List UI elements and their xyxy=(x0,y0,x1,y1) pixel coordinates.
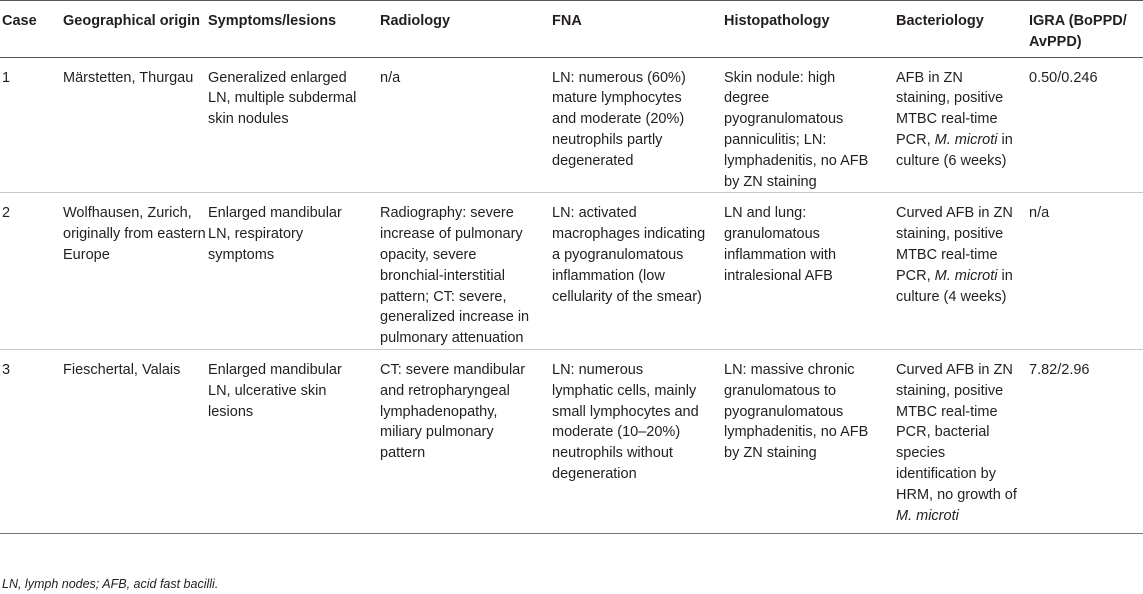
header-case: Case xyxy=(0,1,63,58)
cell-case: 2 xyxy=(0,193,63,350)
cell-bacteriology xyxy=(896,57,1029,193)
table-row xyxy=(0,349,1143,533)
header-symptoms: Symptoms/lesions xyxy=(208,1,380,58)
header-radiology: Radiology xyxy=(380,1,552,58)
cell-symptoms: Enlarged mandibular LN, respiratory symptoms xyxy=(208,193,380,350)
cell-symptoms: Enlarged mandibular LN, ulcerative skin lesions xyxy=(208,349,380,533)
cell-case: 1 xyxy=(0,57,63,193)
cell-bacteriology xyxy=(896,349,1029,533)
cell-fna: LN: numerous (60%) mature lymphocytes and moderate (20%) neutrophils partly degenerated xyxy=(552,57,724,193)
cell-radiology: n/a xyxy=(380,57,552,193)
bacteriology-text-end: in culture (6 weeks) xyxy=(896,131,1013,169)
table-header xyxy=(0,1,1143,58)
cell-fna: LN: activated macrophages indicating a pyogranulomatous inflammation (low cellularity of the smear) xyxy=(552,193,724,350)
bacteriology-text: Curved AFB in ZN staining, positive MTBC real-time PCR, xyxy=(896,205,1013,284)
species-name: M. microti xyxy=(896,507,959,524)
cell-origin: Fieschertal, Valais xyxy=(63,349,208,533)
header-fna: FNA xyxy=(552,1,724,58)
cell-radiology: CT: severe mandibular and retropharyngeal lymphadenopathy, miliary pulmonary pattern xyxy=(380,349,552,533)
species-name: M. microti xyxy=(934,267,998,284)
cell-histopathology: LN: massive chronic granulomatous to pyogranulomatous lymphadenitis, no AFB by ZN staining xyxy=(724,349,896,533)
cell-igra: 0.50/0.246 xyxy=(1029,57,1143,193)
header-row xyxy=(0,1,1143,58)
bacteriology-text-end: in culture (4 weeks) xyxy=(896,267,1013,305)
cell-histopathology: Skin nodule: high degree pyogranulomatous panniculitis; LN: lymphadenitis, no AFB by ZN staining xyxy=(724,57,896,193)
cell-case: 3 xyxy=(0,349,63,533)
table-row xyxy=(0,57,1143,193)
cell-origin: Wolfhausen, Zurich, originally from eastern Europe xyxy=(63,193,208,350)
cell-bacteriology xyxy=(896,193,1029,350)
cell-origin: Märstetten, Thurgau xyxy=(63,57,208,193)
cell-symptoms: Generalized enlarged LN, multiple subdermal skin nodules xyxy=(208,57,380,193)
header-igra: IGRA (BoPPD/ AvPPD) xyxy=(1029,1,1143,58)
bacteriology-text: AFB in ZN staining, positive MTBC real-time PCR, xyxy=(896,69,1004,148)
table-row xyxy=(0,193,1143,350)
header-bacteriology: Bacteriology xyxy=(896,1,1029,58)
bacteriology-text: Curved AFB in ZN staining, positive MTBC real-time PCR, bacterial species identification by HRM, no growth of xyxy=(896,361,1017,503)
table-footnote: LN, lymph nodes; AFB, acid fast bacilli. xyxy=(2,577,219,591)
header-histopathology: Histopathology xyxy=(724,1,896,58)
cell-igra: 7.82/2.96 xyxy=(1029,349,1143,533)
species-name: M. microti xyxy=(934,131,998,148)
table-body xyxy=(0,57,1143,533)
cell-histopathology: LN and lung: granulomatous inflammation with intralesional AFB xyxy=(724,193,896,350)
cell-radiology: Radiography: severe increase of pulmonary opacity, severe bronchial-interstitial pattern; CT: severe, generalized increase in pulmonary attenuation xyxy=(380,193,552,350)
cell-fna: LN: numerous lymphatic cells, mainly small lymphocytes and moderate (10–20%) neutrophils without degeneration xyxy=(552,349,724,533)
cell-igra: n/a xyxy=(1029,193,1143,350)
header-geographical-origin: Geographical origin xyxy=(63,1,208,58)
